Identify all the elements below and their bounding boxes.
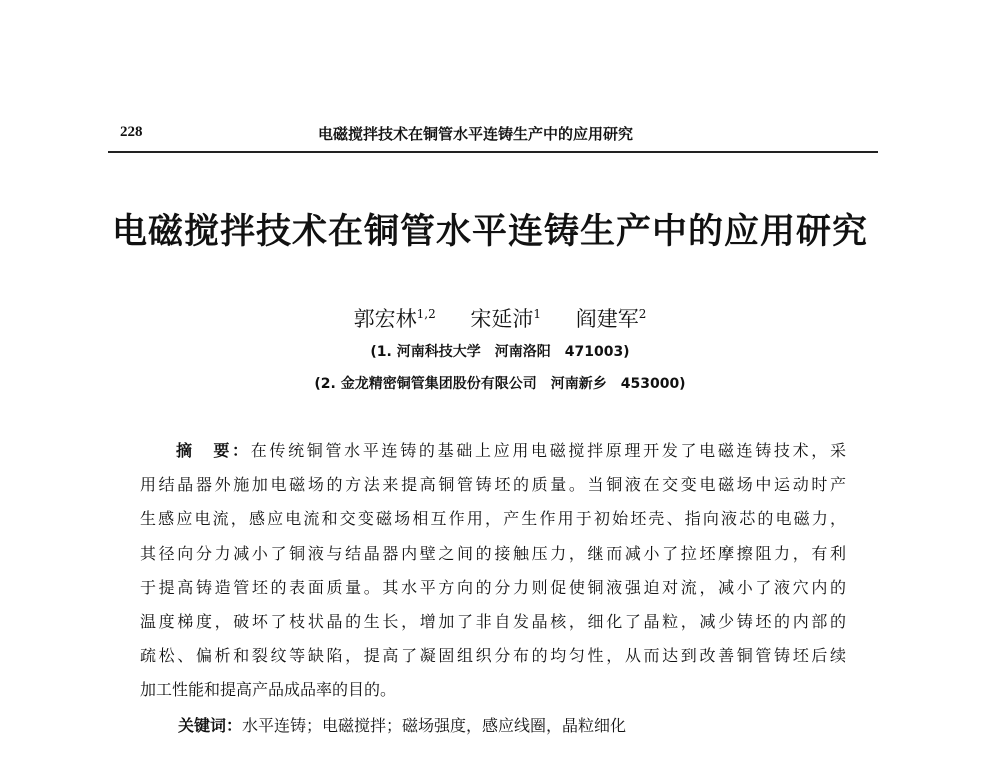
affiliation: (1. 河南科技大学 河南洛阳 471003) [370, 344, 630, 360]
abstract-line: 于提高铸造管坯的表面质量。其水平方向的分力则促使铜液强迫对流，减小了液穴内的 [140, 578, 846, 597]
paper-title: 电磁搅拌技术在铜管水平连铸生产中的应用研究 [111, 211, 868, 252]
abstract-line: 其径向分力减小了铜液与结晶器内壁之间的接触压力，继而减小了拉坯摩擦阻力，有利 [140, 544, 846, 563]
abstract-line [176, 438, 846, 461]
abstract-line: 加工性能和提高产品成品率的目的。 [140, 680, 397, 699]
running-title: 电磁搅拌技术在铜管水平连铸生产中的应用研究 [318, 125, 634, 143]
abstract-line: 生感应电流，感应电流和交变磁场相互作用，产生作用于初始坯壳、指向液芯的电磁力， [140, 509, 846, 528]
author-list [0, 303, 1000, 333]
abstract-line: 温度梯度，破坏了枝状晶的生长，增加了非自发晶核，细化了晶粒，减少铸坯的内部的 [140, 612, 846, 631]
author-affiliation-mark: 2 [638, 307, 647, 321]
author [354, 307, 436, 331]
author-name: 宋延沛 [470, 307, 534, 331]
keywords-text: 水平连铸；电磁搅拌；磁场强度，感应线圈，晶粒细化 [242, 716, 627, 735]
affiliation: (2. 金龙精密铜管集团股份有限公司 河南新乡 453000) [314, 376, 686, 392]
page-number: 228 [120, 124, 143, 140]
keywords [178, 713, 626, 736]
author [470, 307, 541, 331]
author-affiliation-mark: 1 [533, 307, 542, 321]
author-name: 阎建军 [575, 307, 639, 331]
header-rule [108, 151, 878, 153]
abstract-label: 摘 要： [176, 441, 251, 460]
author-name: 郭宏林 [353, 307, 417, 331]
author [576, 307, 647, 331]
abstract-line: 用结晶器外施加电磁场的方法来提高铜管铸坯的质量。当铜液在交变电磁场中运动时产 [140, 475, 846, 494]
abstract-text: 在传统铜管水平连铸的基础上应用电磁搅拌原理开发了电磁连铸技术，采 [250, 441, 846, 460]
keywords-label: 关键词： [178, 716, 243, 735]
author-affiliation-mark: 1,2 [416, 307, 436, 321]
abstract-line: 疏松、偏析和裂纹等缺陷，提高了凝固组织分布的均匀性，从而达到改善铜管铸坯后续 [140, 646, 846, 665]
